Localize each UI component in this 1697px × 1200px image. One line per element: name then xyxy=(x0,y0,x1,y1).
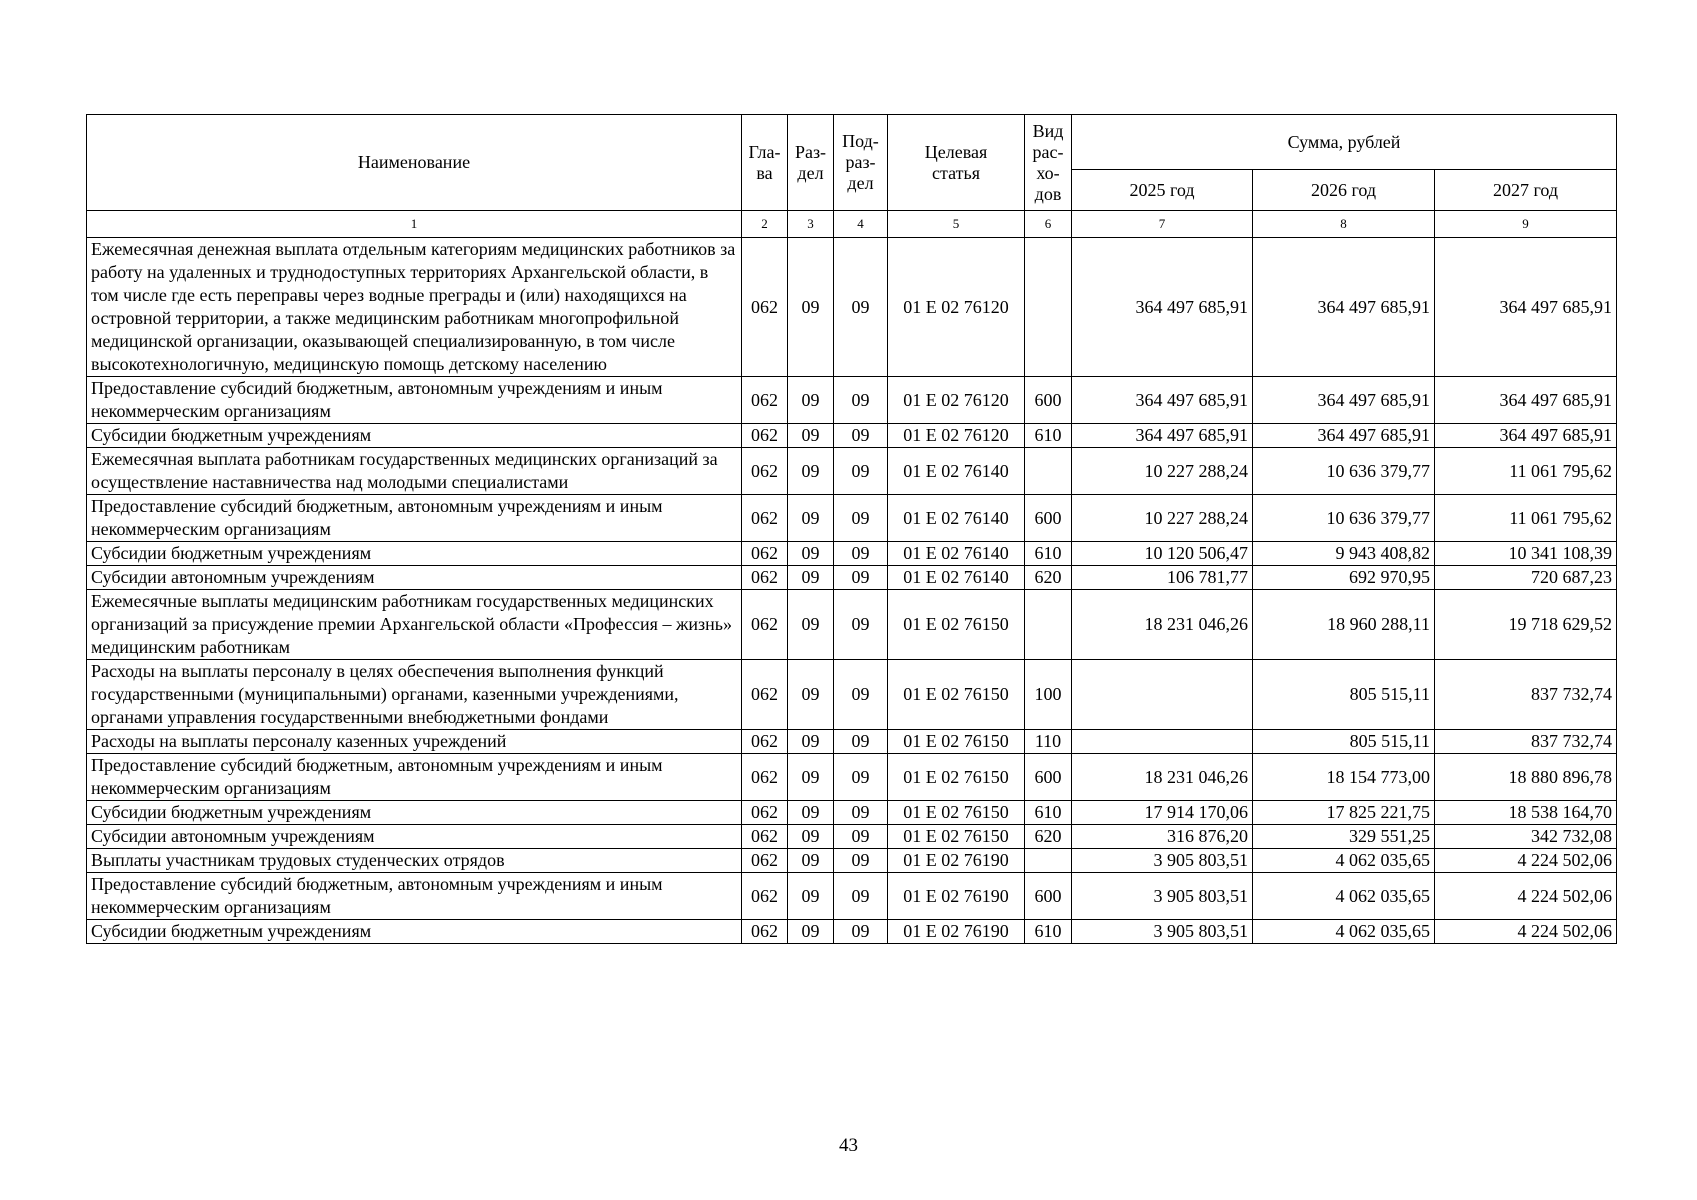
page-number: 43 xyxy=(839,1135,858,1156)
row-amount-2025 xyxy=(1072,660,1253,730)
row-name: Субсидии бюджетным учреждениям xyxy=(87,542,742,566)
row-vid-rashodov xyxy=(1025,448,1072,495)
row-name: Субсидии бюджетным учреждениям xyxy=(87,801,742,825)
row-podrazdel: 09 xyxy=(834,730,888,754)
row-podrazdel: 09 xyxy=(834,873,888,920)
table-row xyxy=(87,424,1617,448)
row-celevaya-statya: 01 Е 02 76150 xyxy=(888,801,1025,825)
row-amount-2025: 3 905 803,51 xyxy=(1072,920,1253,944)
row-celevaya-statya: 01 Е 02 76150 xyxy=(888,825,1025,849)
row-vid-rashodov: 600 xyxy=(1025,377,1072,424)
header-razdel: Раз- дел xyxy=(788,115,834,211)
budget-table xyxy=(86,114,1617,944)
row-amount-2027: 18 538 164,70 xyxy=(1435,801,1617,825)
row-celevaya-statya: 01 Е 02 76150 xyxy=(888,660,1025,730)
table-row xyxy=(87,448,1617,495)
column-number: 1 xyxy=(87,211,742,238)
row-vid-rashodov: 600 xyxy=(1025,754,1072,801)
row-glava: 062 xyxy=(742,495,788,542)
row-vid-rashodov: 610 xyxy=(1025,920,1072,944)
table-row xyxy=(87,920,1617,944)
row-razdel: 09 xyxy=(788,590,834,660)
row-amount-2026: 364 497 685,91 xyxy=(1253,238,1435,377)
row-celevaya-statya: 01 Е 02 76150 xyxy=(888,590,1025,660)
row-amount-2027: 837 732,74 xyxy=(1435,730,1617,754)
table-row xyxy=(87,730,1617,754)
row-amount-2026: 10 636 379,77 xyxy=(1253,495,1435,542)
row-name: Расходы на выплаты персоналу казенных учреждений xyxy=(87,730,742,754)
row-podrazdel: 09 xyxy=(834,566,888,590)
row-razdel: 09 xyxy=(788,542,834,566)
column-number: 8 xyxy=(1253,211,1435,238)
table-row xyxy=(87,660,1617,730)
row-amount-2026: 364 497 685,91 xyxy=(1253,377,1435,424)
row-amount-2027: 4 224 502,06 xyxy=(1435,849,1617,873)
header-year-2025: 2025 год xyxy=(1072,170,1253,211)
row-glava: 062 xyxy=(742,424,788,448)
row-amount-2026: 4 062 035,65 xyxy=(1253,849,1435,873)
table-row xyxy=(87,849,1617,873)
row-glava: 062 xyxy=(742,754,788,801)
row-podrazdel: 09 xyxy=(834,920,888,944)
row-celevaya-statya: 01 Е 02 76190 xyxy=(888,873,1025,920)
row-amount-2027: 4 224 502,06 xyxy=(1435,920,1617,944)
row-amount-2025: 364 497 685,91 xyxy=(1072,377,1253,424)
row-vid-rashodov: 100 xyxy=(1025,660,1072,730)
table-row xyxy=(87,590,1617,660)
row-amount-2025: 17 914 170,06 xyxy=(1072,801,1253,825)
row-vid-rashodov: 610 xyxy=(1025,542,1072,566)
row-amount-2025: 3 905 803,51 xyxy=(1072,849,1253,873)
table-row xyxy=(87,377,1617,424)
row-celevaya-statya: 01 Е 02 76120 xyxy=(888,238,1025,377)
row-name: Предоставление субсидий бюджетным, автономным учреждениям и иным некоммерческим организациям xyxy=(87,377,742,424)
row-amount-2025: 106 781,77 xyxy=(1072,566,1253,590)
row-razdel: 09 xyxy=(788,825,834,849)
row-celevaya-statya: 01 Е 02 76140 xyxy=(888,542,1025,566)
column-number: 3 xyxy=(788,211,834,238)
table-row xyxy=(87,566,1617,590)
header-celevaya-statya: Целевая статья xyxy=(888,115,1025,211)
table-row xyxy=(87,801,1617,825)
row-vid-rashodov: 600 xyxy=(1025,873,1072,920)
row-celevaya-statya: 01 Е 02 76190 xyxy=(888,849,1025,873)
row-name: Субсидии бюджетным учреждениям xyxy=(87,920,742,944)
row-amount-2027: 720 687,23 xyxy=(1435,566,1617,590)
row-amount-2027: 364 497 685,91 xyxy=(1435,377,1617,424)
row-amount-2026: 329 551,25 xyxy=(1253,825,1435,849)
table-row xyxy=(87,825,1617,849)
column-number: 7 xyxy=(1072,211,1253,238)
row-razdel: 09 xyxy=(788,754,834,801)
row-glava: 062 xyxy=(742,238,788,377)
row-vid-rashodov: 620 xyxy=(1025,566,1072,590)
row-razdel: 09 xyxy=(788,660,834,730)
row-name: Субсидии автономным учреждениям xyxy=(87,566,742,590)
row-amount-2027: 18 880 896,78 xyxy=(1435,754,1617,801)
header-glava: Гла- ва xyxy=(742,115,788,211)
row-name: Ежемесячная выплата работникам государственных медицинских организаций за осуществление наставничества над молодыми специалистами xyxy=(87,448,742,495)
row-razdel: 09 xyxy=(788,849,834,873)
row-podrazdel: 09 xyxy=(834,448,888,495)
row-razdel: 09 xyxy=(788,873,834,920)
row-amount-2027: 10 341 108,39 xyxy=(1435,542,1617,566)
table-row xyxy=(87,873,1617,920)
row-celevaya-statya: 01 Е 02 76120 xyxy=(888,424,1025,448)
row-podrazdel: 09 xyxy=(834,424,888,448)
row-glava: 062 xyxy=(742,377,788,424)
row-celevaya-statya: 01 Е 02 76140 xyxy=(888,495,1025,542)
row-amount-2025 xyxy=(1072,730,1253,754)
row-amount-2027: 4 224 502,06 xyxy=(1435,873,1617,920)
header-podrazdel: Под- раз- дел xyxy=(834,115,888,211)
row-podrazdel: 09 xyxy=(834,825,888,849)
row-name: Предоставление субсидий бюджетным, автономным учреждениям и иным некоммерческим организациям xyxy=(87,873,742,920)
column-number: 4 xyxy=(834,211,888,238)
table-body xyxy=(87,211,1617,944)
row-amount-2026: 692 970,95 xyxy=(1253,566,1435,590)
row-vid-rashodov xyxy=(1025,590,1072,660)
row-name: Ежемесячные выплаты медицинским работникам государственных медицинских организаций за присуждение премии Архангельской области «Профессия – жизнь» медицинским работникам xyxy=(87,590,742,660)
row-celevaya-statya: 01 Е 02 76120 xyxy=(888,377,1025,424)
row-amount-2026: 10 636 379,77 xyxy=(1253,448,1435,495)
row-amount-2026: 4 062 035,65 xyxy=(1253,920,1435,944)
row-glava: 062 xyxy=(742,730,788,754)
row-amount-2026: 18 960 288,11 xyxy=(1253,590,1435,660)
row-razdel: 09 xyxy=(788,238,834,377)
row-vid-rashodov: 600 xyxy=(1025,495,1072,542)
row-amount-2027: 364 497 685,91 xyxy=(1435,238,1617,377)
row-amount-2027: 364 497 685,91 xyxy=(1435,424,1617,448)
table-row xyxy=(87,754,1617,801)
row-amount-2027: 11 061 795,62 xyxy=(1435,448,1617,495)
row-name: Субсидии автономным учреждениям xyxy=(87,825,742,849)
row-vid-rashodov: 610 xyxy=(1025,424,1072,448)
row-glava: 062 xyxy=(742,542,788,566)
row-amount-2025: 18 231 046,26 xyxy=(1072,590,1253,660)
row-podrazdel: 09 xyxy=(834,495,888,542)
row-celevaya-statya: 01 Е 02 76140 xyxy=(888,448,1025,495)
row-name: Выплаты участникам трудовых студенческих отрядов xyxy=(87,849,742,873)
row-amount-2026: 364 497 685,91 xyxy=(1253,424,1435,448)
column-number: 9 xyxy=(1435,211,1617,238)
row-name: Ежемесячная денежная выплата отдельным категориям медицинских работников за работу на удаленных и труднодоступных территориях Архангельской области, в том числе где есть переправы через водные преграды и (или) находящихся на островной территории, а также медицинским работникам многопрофильной медицинской организации, оказывающей специализированную, в том числе высокотехнологичную, медицинскую помощь детскому населению xyxy=(87,238,742,377)
row-amount-2025: 10 227 288,24 xyxy=(1072,448,1253,495)
row-glava: 062 xyxy=(742,920,788,944)
header-summa: Сумма, рублей xyxy=(1072,115,1617,170)
row-celevaya-statya: 01 Е 02 76140 xyxy=(888,566,1025,590)
row-vid-rashodov xyxy=(1025,849,1072,873)
row-vid-rashodov: 610 xyxy=(1025,801,1072,825)
row-glava: 062 xyxy=(742,825,788,849)
table-row xyxy=(87,542,1617,566)
row-amount-2027: 342 732,08 xyxy=(1435,825,1617,849)
row-amount-2025: 3 905 803,51 xyxy=(1072,873,1253,920)
row-amount-2027: 11 061 795,62 xyxy=(1435,495,1617,542)
row-glava: 062 xyxy=(742,849,788,873)
row-razdel: 09 xyxy=(788,377,834,424)
row-name: Предоставление субсидий бюджетным, автономным учреждениям и иным некоммерческим организациям xyxy=(87,495,742,542)
header-year-2027: 2027 год xyxy=(1435,170,1617,211)
table-row xyxy=(87,238,1617,377)
row-vid-rashodov: 110 xyxy=(1025,730,1072,754)
row-glava: 062 xyxy=(742,448,788,495)
row-amount-2026: 17 825 221,75 xyxy=(1253,801,1435,825)
row-amount-2026: 9 943 408,82 xyxy=(1253,542,1435,566)
row-podrazdel: 09 xyxy=(834,542,888,566)
row-razdel: 09 xyxy=(788,920,834,944)
row-amount-2025: 10 227 288,24 xyxy=(1072,495,1253,542)
row-razdel: 09 xyxy=(788,730,834,754)
column-number-row xyxy=(87,211,1617,238)
row-celevaya-statya: 01 Е 02 76150 xyxy=(888,754,1025,801)
row-amount-2027: 837 732,74 xyxy=(1435,660,1617,730)
row-celevaya-statya: 01 Е 02 76150 xyxy=(888,730,1025,754)
row-razdel: 09 xyxy=(788,424,834,448)
row-razdel: 09 xyxy=(788,566,834,590)
header-vid-rashodov: Вид рас- хо- дов xyxy=(1025,115,1072,211)
row-podrazdel: 09 xyxy=(834,377,888,424)
row-podrazdel: 09 xyxy=(834,590,888,660)
row-podrazdel: 09 xyxy=(834,660,888,730)
row-razdel: 09 xyxy=(788,448,834,495)
row-amount-2026: 4 062 035,65 xyxy=(1253,873,1435,920)
row-podrazdel: 09 xyxy=(834,849,888,873)
row-podrazdel: 09 xyxy=(834,801,888,825)
row-amount-2026: 18 154 773,00 xyxy=(1253,754,1435,801)
row-celevaya-statya: 01 Е 02 76190 xyxy=(888,920,1025,944)
column-number: 5 xyxy=(888,211,1025,238)
row-glava: 062 xyxy=(742,801,788,825)
row-razdel: 09 xyxy=(788,801,834,825)
table-row xyxy=(87,495,1617,542)
row-name: Расходы на выплаты персоналу в целях обеспечения выполнения функций государственными (муниципальными) органами, казенными учреждениями, органами управления государственными внебюджетными фондами xyxy=(87,660,742,730)
row-amount-2025: 364 497 685,91 xyxy=(1072,424,1253,448)
row-glava: 062 xyxy=(742,873,788,920)
column-number: 6 xyxy=(1025,211,1072,238)
row-amount-2026: 805 515,11 xyxy=(1253,730,1435,754)
row-podrazdel: 09 xyxy=(834,754,888,801)
row-glava: 062 xyxy=(742,590,788,660)
row-amount-2026: 805 515,11 xyxy=(1253,660,1435,730)
row-amount-2025: 364 497 685,91 xyxy=(1072,238,1253,377)
row-vid-rashodov xyxy=(1025,238,1072,377)
row-vid-rashodov: 620 xyxy=(1025,825,1072,849)
row-name: Субсидии бюджетным учреждениям xyxy=(87,424,742,448)
row-amount-2025: 10 120 506,47 xyxy=(1072,542,1253,566)
row-amount-2027: 19 718 629,52 xyxy=(1435,590,1617,660)
row-glava: 062 xyxy=(742,566,788,590)
row-amount-2025: 18 231 046,26 xyxy=(1072,754,1253,801)
row-glava: 062 xyxy=(742,660,788,730)
row-razdel: 09 xyxy=(788,495,834,542)
column-number: 2 xyxy=(742,211,788,238)
header-year-2026: 2026 год xyxy=(1253,170,1435,211)
row-podrazdel: 09 xyxy=(834,238,888,377)
header-name: Наименование xyxy=(87,115,742,211)
row-name: Предоставление субсидий бюджетным, автономным учреждениям и иным некоммерческим организациям xyxy=(87,754,742,801)
row-amount-2025: 316 876,20 xyxy=(1072,825,1253,849)
